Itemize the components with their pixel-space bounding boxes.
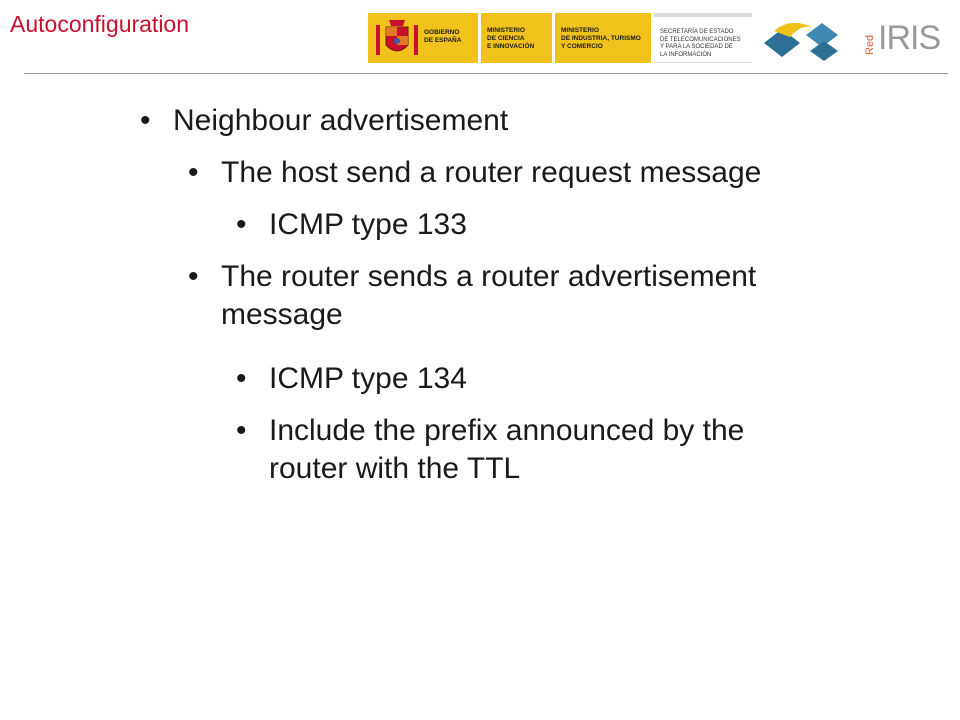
header-divider [24, 73, 948, 74]
bullet-dot: • [140, 104, 151, 137]
bullet-dot: • [188, 260, 199, 293]
gobierno-logo [368, 13, 478, 63]
sponsor-logos [368, 13, 941, 65]
bullet-item [236, 360, 467, 398]
ministerio-industria-logo [555, 13, 651, 63]
bullet-continuation [221, 296, 343, 334]
rediris-wordmark [864, 15, 941, 63]
bullet-text: ICMP type 134 [269, 362, 467, 395]
bullet-text: ICMP type 133 [269, 208, 467, 241]
ministerio-ciencia-line-1: MINISTERIO [487, 27, 525, 34]
gobierno-line-1: GOBIERNO [424, 29, 460, 36]
bullet-text: Include the prefix announced by the [269, 414, 745, 447]
rediris-red-text: Red [864, 34, 876, 55]
bullet-text: The router sends a router advertisement [221, 260, 757, 293]
ministerio-ciencia-line-2: DE CIENCIA [487, 35, 525, 42]
gobierno-line-2: DE ESPAÑA [424, 37, 462, 44]
ministerio-ciencia-line-3: E INNOVACIÓN [487, 43, 535, 50]
secretaria-logo [654, 13, 752, 63]
rediris-iris-text: IRIS [878, 19, 941, 57]
bullet-dot: • [188, 156, 199, 189]
bullet-text: Neighbour advertisement [173, 104, 509, 137]
rediris-mark-icon [760, 15, 852, 63]
bullet-text: The host send a router request message [221, 156, 762, 189]
bullet-dot: • [236, 362, 247, 395]
coat-of-arms-icon [374, 17, 420, 59]
secretaria-line-3: Y PARA LA SOCIEDAD DE [660, 44, 733, 50]
secretaria-line-1: SECRETARÍA DE ESTADO [660, 29, 734, 35]
bullet-item [140, 102, 509, 140]
secretaria-line-4: LA INFORMACIÓN [660, 51, 712, 58]
bullet-text: message [221, 298, 343, 331]
bullet-dot: • [236, 414, 247, 447]
ministerio-industria-line-1: MINISTERIO [561, 27, 599, 34]
ministerio-industria-line-2: DE INDUSTRIA, TURISMO [561, 35, 641, 42]
bullet-item [236, 206, 467, 244]
slide-title: Autoconfiguration [10, 11, 190, 37]
ministerio-industria-line-3: Y COMERCIO [561, 43, 603, 50]
bullet-item [188, 258, 757, 296]
bullet-item [188, 154, 762, 192]
bullet-item [236, 412, 745, 450]
bullet-text: router with the TTL [269, 452, 521, 485]
secretaria-line-2: DE TELECOMUNICACIONES [660, 36, 741, 43]
ministerio-ciencia-logo [481, 13, 552, 63]
bullet-continuation [269, 450, 520, 488]
bullet-dot: • [236, 208, 247, 241]
